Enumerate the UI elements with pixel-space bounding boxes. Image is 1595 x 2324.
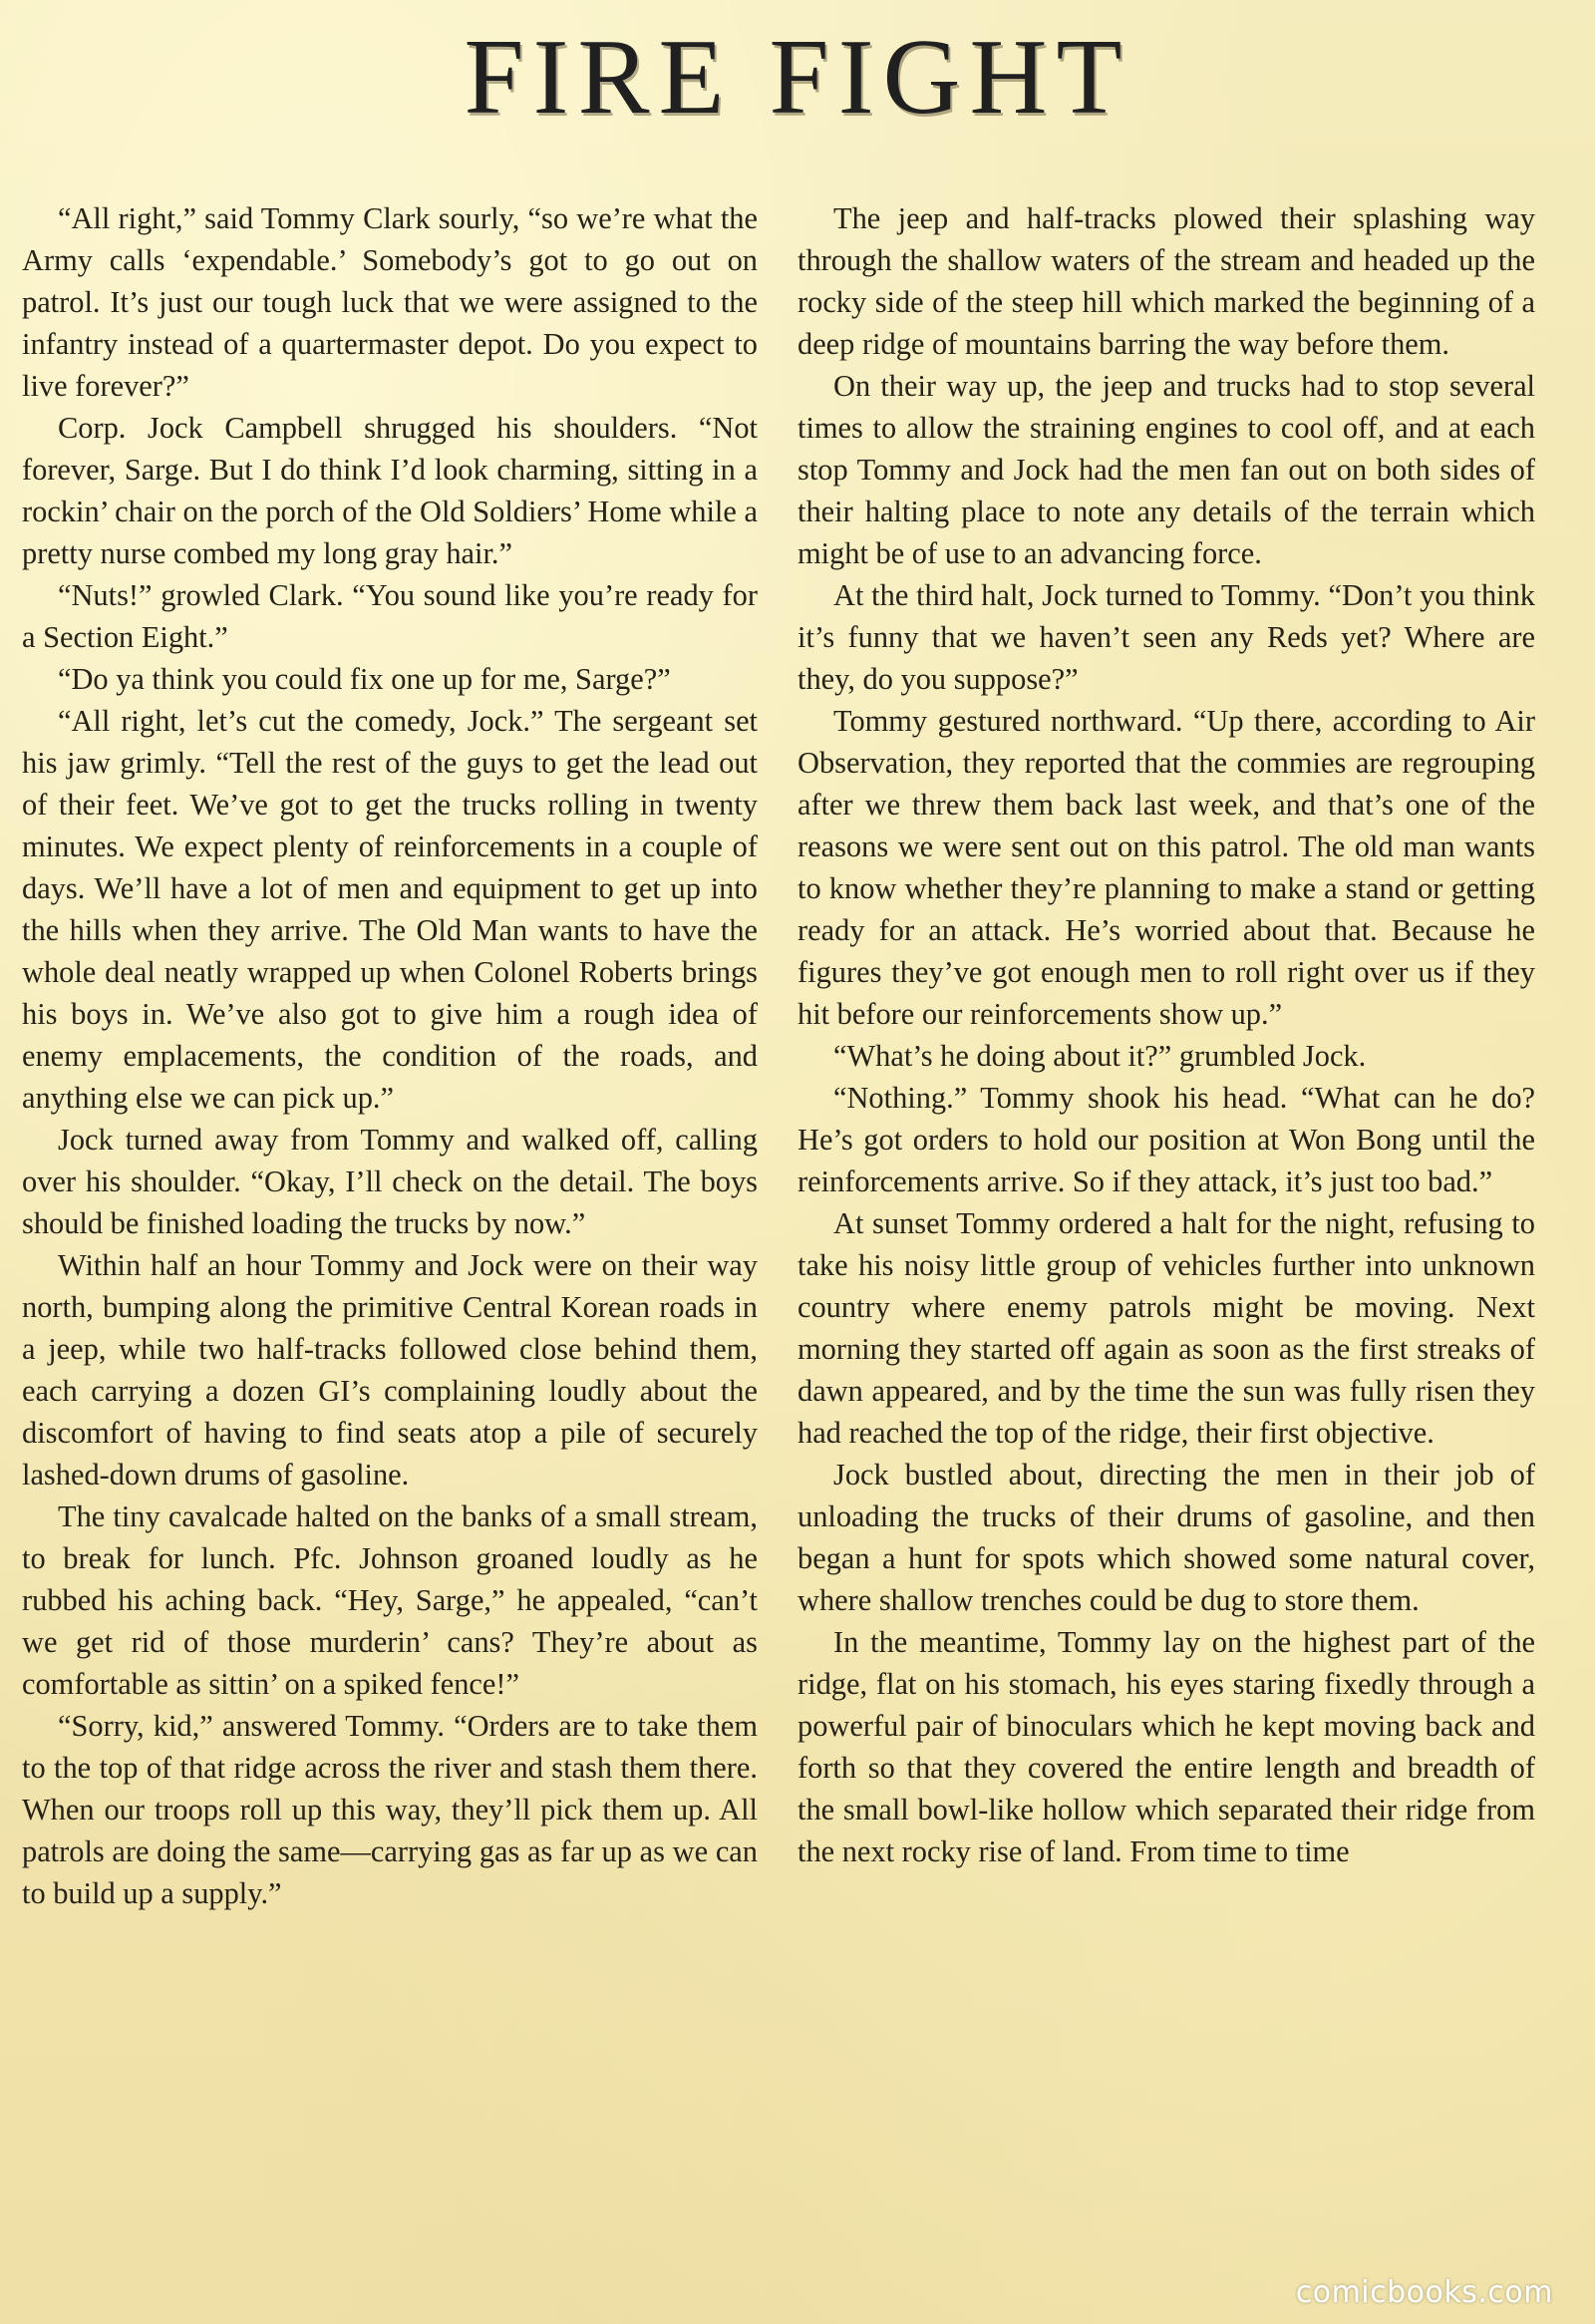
- left-text-column: [22, 197, 758, 1914]
- paragraph: “Do ya think you could fix one up for me, Sarge?”: [58, 662, 671, 696]
- paragraph: “All right, let’s cut the comedy, Jock.” The sergeant set his jaw grimly. “Tell the rest of the guys to get the lead out of their feet. We’ve got to get the trucks rolling in twenty minutes. We expect plenty of reinforcements in a couple of days. We’ll have a lot of men and equipment to get up into the hills when they arrive. The Old Man wants to have the whole deal neatly wrapped up when Colonel Roberts brings his boys in. We’ve also got to give him a rough idea of enemy emplacements, the condition of the roads, and anything else we can pick up.”: [22, 704, 758, 1115]
- paragraph: “Nuts!” growled Clark. “You sound like you’re ready for a Section Eight.”: [22, 578, 758, 654]
- paragraph: At the third halt, Jock turned to Tommy. “Don’t you think it’s funny that we haven’t seen any Reds yet? Where are they, do you suppose?”: [798, 578, 1535, 696]
- right-text-column: [798, 197, 1535, 1872]
- paragraph: The jeep and half-tracks plowed their splashing way through the shallow waters of the stream and headed up the rocky side of the steep hill which marked the beginning of a deep ridge of mountains barring the way before them.: [798, 201, 1535, 361]
- paragraph: “All right,” said Tommy Clark sourly, “so we’re what the Army calls ‘expendable.’ Somebody’s got to go out on patrol. It’s just our tough luck that we were assigned to the infantry instead of a quartermaster depot. Do you expect to live forever?”: [22, 201, 758, 403]
- paragraph: In the meantime, Tommy lay on the highest part of the ridge, flat on his stomach, his eyes staring fixedly through a powerful pair of binoculars which he kept moving back and forth so that they covered the entire length and breadth of the small bowl-like hollow which separated their ridge from the next rocky rise of land. From time to time: [798, 1625, 1535, 1868]
- paragraph: “Nothing.” Tommy shook his head. “What can he do? He’s got orders to hold our position at Won Bong until the reinforcements arrive. So if they attack, it’s just too bad.”: [798, 1081, 1535, 1198]
- paragraph: Within half an hour Tommy and Jock were on their way north, bumping along the primitive Central Korean roads in a jeep, while two half-tracks followed close behind them, each carrying a dozen GI’s complaining loudly about the discomfort of having to find seats atop a pile of securely lashed-down drums of gasoline.: [22, 1248, 758, 1492]
- paragraph: At sunset Tommy ordered a halt for the night, refusing to take his noisy little group of vehicles further into unknown country where enemy patrols might be moving. Next morning they started off again as soon as the first streaks of dawn appeared, and by the time the sun was fully risen they had reached the top of the ridge, their first objective.: [798, 1206, 1535, 1450]
- story-title: FIRE FIGHT: [464, 18, 1131, 137]
- paragraph: Tommy gestured northward. “Up there, according to Air Observation, they reported that the commies are regrouping after we threw them back last week, and that’s one of the reasons we were sent out on this patrol. The old man wants to know whether they’re planning to make a stand or getting ready for an attack. He’s worried about that. Because he figures they’ve got enough men to roll right over us if they hit before our reinforcements show up.”: [798, 704, 1535, 1031]
- paragraph: The tiny cavalcade halted on the banks of a small stream, to break for lunch. Pfc. Johnson groaned loudly as he rubbed his aching back. “Hey, Sarge,” he appealed, “can’t we get rid of those murderin’ cans? They’re about as comfortable as sittin’ on a spiked fence!”: [22, 1499, 758, 1701]
- paragraph: Jock bustled about, directing the men in their job of unloading the trucks of their drums of gasoline, and then began a hunt for spots which showed some natural cover, where shallow trenches could be dug to store them.: [798, 1458, 1535, 1617]
- paragraph: Jock turned away from Tommy and walked off, calling over his shoulder. “Okay, I’ll check on the detail. The boys should be finished loading the trucks by now.”: [22, 1123, 758, 1240]
- paragraph: “What’s he doing about it?” grumbled Jock.: [833, 1039, 1367, 1073]
- paragraph: On their way up, the jeep and trucks had to stop several times to allow the straining engines to cool off, and at each stop Tommy and Jock had the men fan out on both sides of their halting place to note any details of the terrain which might be of use to an advancing force.: [798, 369, 1535, 570]
- watermark: comicbooks.com: [1295, 2275, 1553, 2310]
- paragraph: Corp. Jock Campbell shrugged his shoulders. “Not forever, Sarge. But I do think I’d look charming, sitting in a rockin’ chair on the porch of the Old Soldiers’ Home while a pretty nurse combed my long gray hair.”: [22, 411, 758, 570]
- paragraph: “Sorry, kid,” answered Tommy. “Orders are to take them to the top of that ridge across the river and stash them there. When our troops roll up this way, they’ll pick them up. All patrols are doing the same—carrying gas as far up as we can to build up a supply.”: [22, 1709, 758, 1910]
